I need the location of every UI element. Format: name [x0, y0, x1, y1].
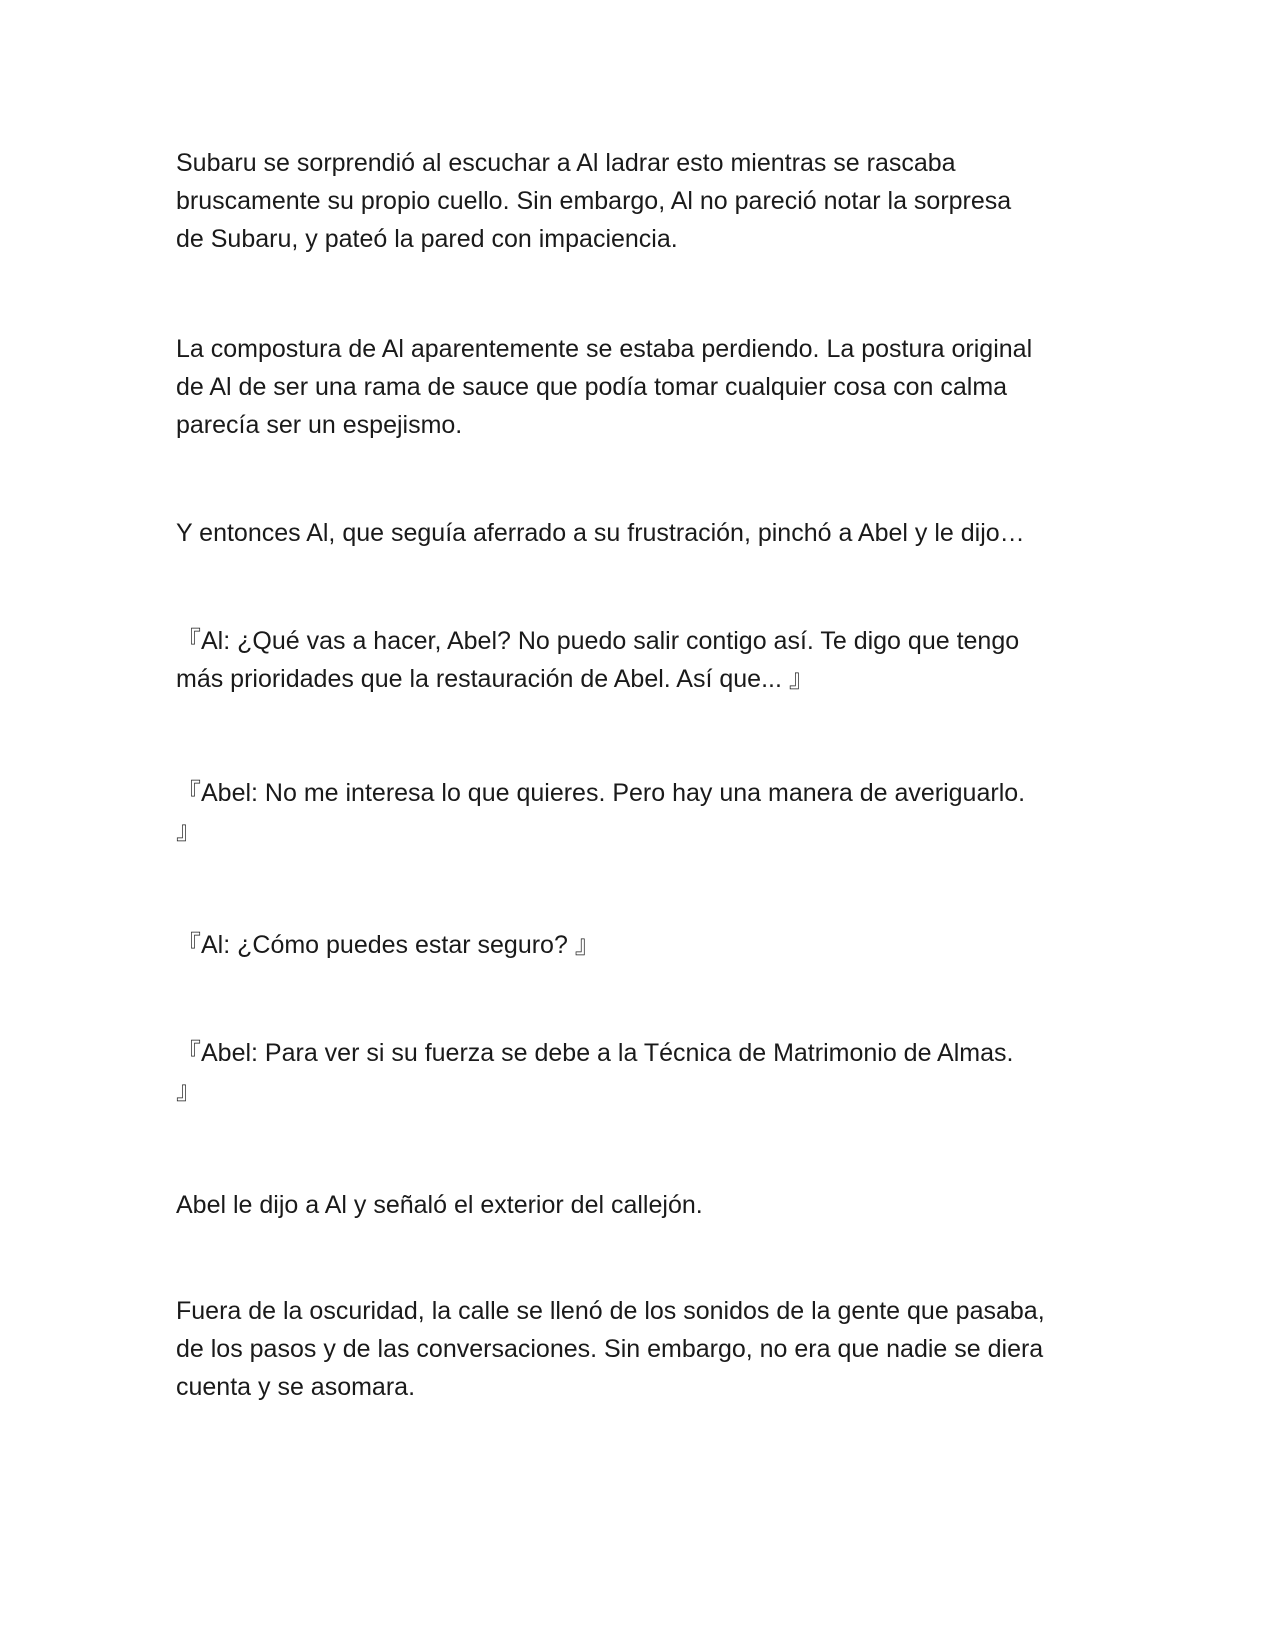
paragraph-2: La compostura de Al aparentemente se estaba perdiendo. La postura original de Al de ser una rama de sauce que podía tomar cualquier cosa con calma parecía ser un espejismo.	[176, 335, 1033, 439]
paragraph-5: Fuera de la oscuridad, la calle se llenó de los sonidos de la gente que pasaba, de los pasos y de las conversaciones. Sin embargo, no era que nadie se diera cuenta y se asomara.	[176, 1297, 1045, 1401]
paragraph-4: Abel le dijo a Al y señaló el exterior del callejón.	[176, 1191, 703, 1219]
dialogue-abel-2: 『Abel: Para ver si su fuerza se debe a la Técnica de Matrimonio de Almas. 』	[176, 1039, 1014, 1105]
paragraph-3: Y entonces Al, que seguía aferrado a su frustración, pinchó a Abel y le dijo…	[176, 519, 1025, 547]
paragraph-1: Subaru se sorprendió al escuchar a Al ladrar esto mientras se rascaba bruscamente su propio cuello. Sin embargo, Al no pareció notar la sorpresa de Subaru, y pateó la pared con impaciencia.	[176, 149, 1012, 253]
dialogue-al-1: 『Al: ¿Qué vas a hacer, Abel? No puedo salir contigo así. Te digo que tengo más prioridades que la restauración de Abel. Así que... 』	[176, 627, 1020, 693]
dialogue-abel-1: 『Abel: No me interesa lo que quieres. Pero hay una manera de averiguarlo. 』	[176, 779, 1026, 845]
dialogue-al-2: 『Al: ¿Cómo puedes estar seguro? 』	[176, 931, 600, 959]
